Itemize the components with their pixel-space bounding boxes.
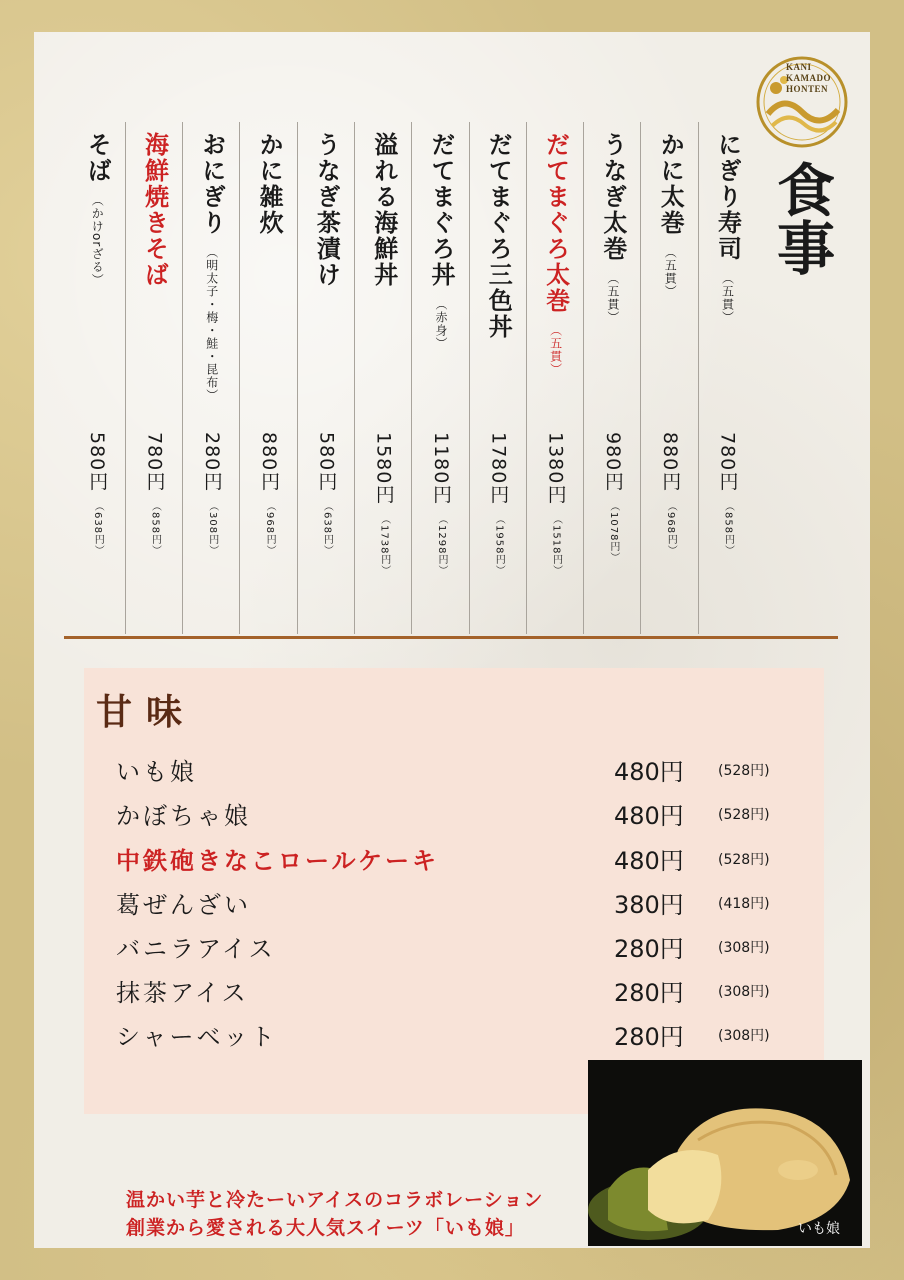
sweet-item-name: シャーベット	[116, 1023, 278, 1051]
meal-item-name-group	[585, 132, 641, 324]
meal-item-name-group	[127, 132, 183, 288]
meal-item-tax-price: （1518円）	[550, 514, 562, 577]
meal-item-price-group	[299, 432, 355, 556]
meal-item-price-group	[471, 432, 527, 577]
meal-item-price: 280円	[200, 432, 223, 492]
sweet-item-tax-price: (308円)	[718, 940, 770, 956]
meal-item-price-group	[70, 432, 126, 556]
meal-item-name: 溢れる海鮮丼	[369, 132, 398, 288]
sweet-item	[116, 885, 786, 925]
meal-item-price: 880円	[258, 432, 281, 492]
meal-item-tax-price: （638円）	[321, 501, 333, 557]
meal-item-price: 580円	[86, 432, 109, 492]
meal-item-tax-price: （858円）	[722, 501, 734, 557]
meal-item-name-group	[700, 132, 756, 324]
meal-item	[414, 122, 470, 634]
meal-item-name-group	[643, 132, 699, 298]
meal-item-price: 880円	[659, 432, 682, 492]
photo-caption: いも娘	[798, 1221, 840, 1237]
meal-item-price: 780円	[716, 432, 739, 492]
meal-item	[528, 122, 584, 634]
meal-item	[585, 122, 641, 634]
meal-item-name: おにぎり	[197, 132, 226, 236]
meal-item-name: うなぎ茶漬け	[312, 132, 341, 288]
sweets-heading: 甘味	[96, 691, 197, 733]
sweet-item	[116, 841, 786, 881]
meal-item-price: 780円	[143, 432, 166, 492]
meal-item	[700, 122, 756, 634]
meal-item-name: だてまぐろ丼	[427, 132, 455, 288]
meal-item-price: 580円	[315, 432, 338, 492]
meal-item-name-group	[299, 132, 355, 288]
sweet-item-price: 280円	[614, 979, 684, 1007]
sweet-item-price: 480円	[614, 802, 684, 830]
meal-item	[184, 122, 240, 634]
section-divider	[64, 636, 838, 639]
meal-item-tax-price: （1298円）	[436, 514, 447, 577]
meal-item-tax-price: （968円）	[264, 501, 276, 557]
meal-item-note: （五貫）	[548, 324, 563, 376]
meal-item-note: （五貫）	[663, 246, 678, 298]
sweet-item-name: バニラアイス	[116, 935, 276, 963]
meal-item	[299, 122, 355, 634]
meal-item-tax-price: （308円）	[206, 501, 218, 557]
sweet-item-tax-price: (528円)	[718, 807, 770, 823]
sweet-item-tax-price: (528円)	[718, 763, 770, 779]
meal-heading: 食事	[767, 160, 835, 276]
meal-item-price-group	[242, 432, 298, 556]
sweet-item-tax-price: (418円)	[718, 896, 770, 912]
sweet-item	[116, 929, 786, 969]
sweet-item-tax-price: (528円)	[718, 852, 770, 868]
meal-item-name: だてまぐろ三色丼	[484, 132, 513, 340]
meal-item-name-group	[184, 132, 240, 402]
imomusume-photo	[588, 1060, 862, 1246]
meal-item-name-group	[528, 132, 584, 376]
sweet-item	[116, 1017, 786, 1057]
meal-item-price-group	[585, 432, 641, 564]
meal-item-price-group	[356, 432, 412, 577]
meal-item	[356, 122, 412, 634]
meal-item-name: だてまぐろ太巻	[541, 132, 570, 314]
meal-item-name-group	[70, 132, 126, 286]
meal-item-note: （五貫）	[720, 272, 735, 324]
meal-item-name-group	[471, 132, 527, 340]
meal-item-price-group	[700, 432, 756, 556]
meal-item-note: （五貫）	[605, 272, 620, 324]
meal-item-name: うなぎ太巻	[598, 132, 627, 262]
meal-item-price-group	[643, 432, 699, 556]
meal-item-name: かに太巻	[656, 132, 685, 236]
meal-item-tax-price: （1738円）	[378, 514, 390, 577]
sweet-item-tax-price: (308円)	[718, 1028, 770, 1044]
sweet-item	[116, 752, 786, 792]
meal-item-price-group	[528, 432, 584, 577]
meal-item-name: 海鮮焼きそば	[140, 132, 169, 288]
meal-item-price: 980円	[601, 432, 624, 492]
meal-item	[127, 122, 183, 634]
meal-item-tax-price: （1078円）	[607, 501, 619, 564]
sweet-item	[116, 973, 786, 1013]
sweet-item-name: かぼちゃ娘	[116, 802, 251, 830]
meal-item-name: にぎり寿司	[713, 132, 742, 262]
meal-item-price: 1580円	[372, 432, 395, 505]
logo-text-line: HONTEN	[786, 84, 829, 94]
meal-item-name: かに雑炊	[255, 132, 284, 236]
meal-item-price: 1780円	[487, 432, 510, 505]
logo-text-line: KANI	[786, 62, 812, 72]
meal-item-price-group	[127, 432, 183, 556]
meal-item-price: 1180円	[430, 432, 452, 505]
meal-item-name-group	[356, 132, 412, 288]
meal-item-note: （赤身）	[434, 298, 448, 350]
promo-line: 創業から愛される大人気スイーツ「いも娘」	[126, 1217, 525, 1239]
sweet-item-tax-price: (308円)	[718, 984, 770, 1000]
sweet-item-price: 380円	[614, 891, 684, 919]
sweet-item	[116, 796, 786, 836]
meal-item-tax-price: （858円）	[149, 501, 161, 557]
meal-item	[70, 122, 126, 634]
meal-item-tax-price: （638円）	[92, 501, 104, 557]
promo-text	[126, 1186, 543, 1242]
meal-item-note: （明太子・梅・鮭・昆布）	[204, 246, 219, 402]
meal-item	[643, 122, 699, 634]
meal-item-name: そば	[83, 132, 112, 184]
meal-item-price: 1380円	[544, 432, 567, 505]
meal-item-name-group	[414, 132, 470, 350]
meal-item-price-group	[414, 432, 470, 577]
meal-item-price-group	[184, 432, 240, 556]
logo-text-line: KAMADO	[786, 73, 831, 83]
sweet-item-name: 葛ぜんざい	[116, 891, 251, 919]
promo-line: 温かい芋と冷たーいアイスのコラボレーション	[126, 1189, 544, 1211]
sweet-item-name: 中鉄砲きなこロールケーキ	[116, 847, 440, 875]
meal-item-name-group	[242, 132, 298, 236]
sweet-item-price: 280円	[614, 935, 684, 963]
logo-text	[786, 62, 848, 95]
meal-item-tax-price: （1958円）	[493, 514, 505, 577]
sweet-item-name: いも娘	[116, 758, 197, 786]
sweet-item-name: 抹茶アイス	[116, 979, 249, 1007]
meal-item-note: （かけorざる）	[90, 194, 105, 287]
sweet-item-price: 480円	[614, 758, 684, 786]
meal-item	[471, 122, 527, 634]
sweet-item-price: 480円	[614, 847, 684, 875]
sweet-item-price: 280円	[614, 1023, 684, 1051]
meal-item-tax-price: （968円）	[665, 501, 677, 557]
meal-item	[242, 122, 298, 634]
